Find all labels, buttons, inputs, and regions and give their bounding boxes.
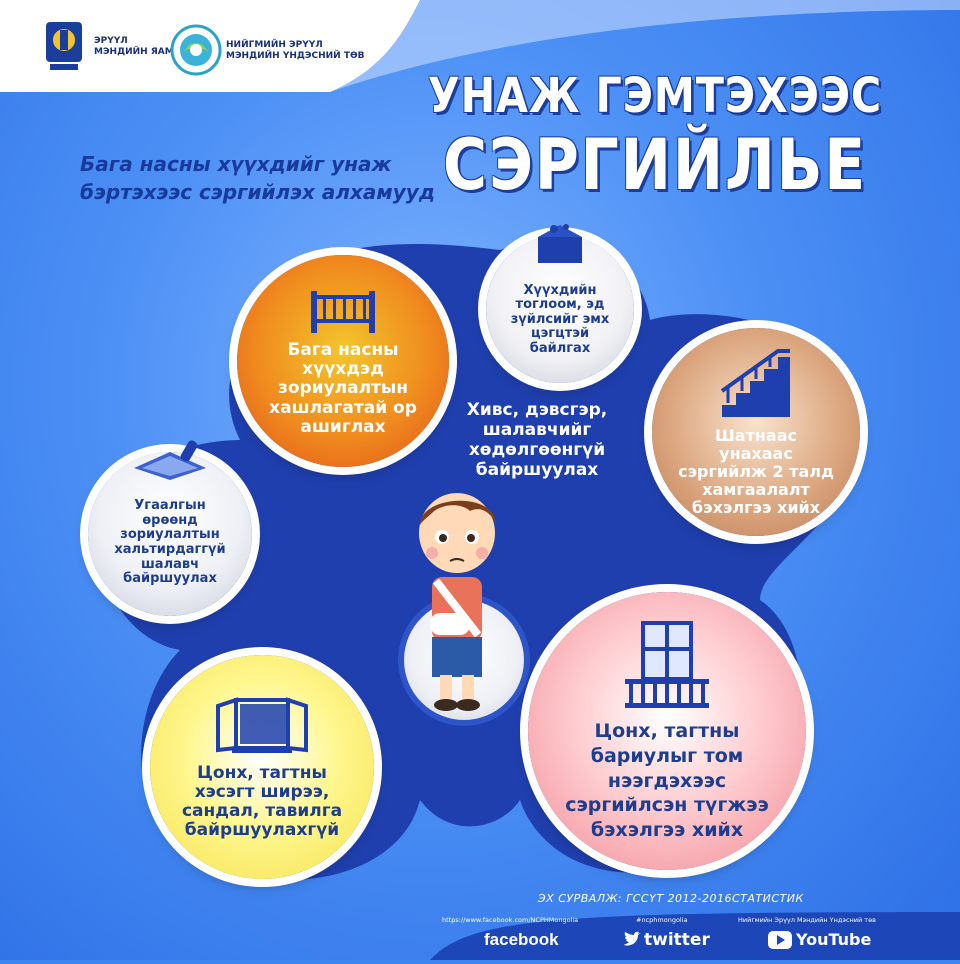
tip-balcony-circle [528,592,806,870]
balcony-icon [619,619,715,709]
crib-icon [307,285,379,335]
twitter-handle[interactable]: #ncphmongolia [636,916,688,924]
tip-balcony-text: Цонх, тагтны бариулыг том нээгдэхээс сэргийлсэн түгжээ бэхэлгээ хийх [565,720,769,842]
toy-box-icon [530,221,590,265]
stairs-icon [718,347,794,419]
youtube-channel-name[interactable]: Нийгмийн Эрүүл Мэндийн Үндэсний төв [738,916,876,924]
tip-stairs-text: Шатнаас унахаас сэргийлж 2 талд хамгаалалт бэхэлгээ хийх [678,426,834,517]
tip-toys-text: Хүүхдийн тоглоом, эд зүйлсийг эмх цэгцтэй байлгах [510,282,610,356]
tip-bath-circle [88,452,252,616]
twitter-bird-icon [622,931,642,949]
source-note: ЭХ СУРВАЛЖ: ГССҮТ 2012-2016СТАТИСТИК [538,892,804,905]
facebook-url[interactable]: https://www.facebook.com/NCPHMongolia [442,916,579,924]
tip-stairs-circle [652,328,860,536]
subtitle: Бага насны хүүхдийг унаж бэртэхээс сэргийлэх алхамууд [80,152,435,204]
tip-crib-text: Бага насны хүүхдэд зориулалтын хашлагатай ор ашиглах [269,340,417,437]
youtube-play-icon [768,931,792,949]
open-window-icon [214,694,310,754]
title-line-1: УНАЖ ГЭМТЭХЭЭС [427,68,882,124]
center-name: НИЙГМИЙН ЭРҮҮЛ МЭНДИЙН ҮНДЭСНИЙ ТӨВ [226,40,365,61]
bath-mat-icon [130,434,210,482]
tip-window-furniture-text: Цонх, тагтны хэсэгт ширээ, сандал, тавилга байршуулахгүй [181,762,343,841]
injured-boy-illustration [402,485,512,715]
title-line-2: СЭРГИЙЛЬЕ [442,124,867,206]
tip-crib-circle [237,255,449,467]
facebook-link[interactable]: facebook [484,930,559,949]
ministry-name: ЭРҮҮЛ МЭНДИЙН ЯАМ [94,36,174,57]
tip-toys-circle [486,235,634,383]
twitter-link[interactable]: twitter [644,930,710,950]
tip-window-furniture-circle [150,655,374,879]
tip-bath-text: Угаалгын өрөөнд зориулалтын хальтирдаггүй шалавч байршуулах [114,498,226,587]
tip-carpet-text: Хивс, дэвсгэр, шалавчийг хөдөлгөөнгүй байршуулах [466,400,608,480]
youtube-link[interactable]: YouTube [796,930,872,949]
